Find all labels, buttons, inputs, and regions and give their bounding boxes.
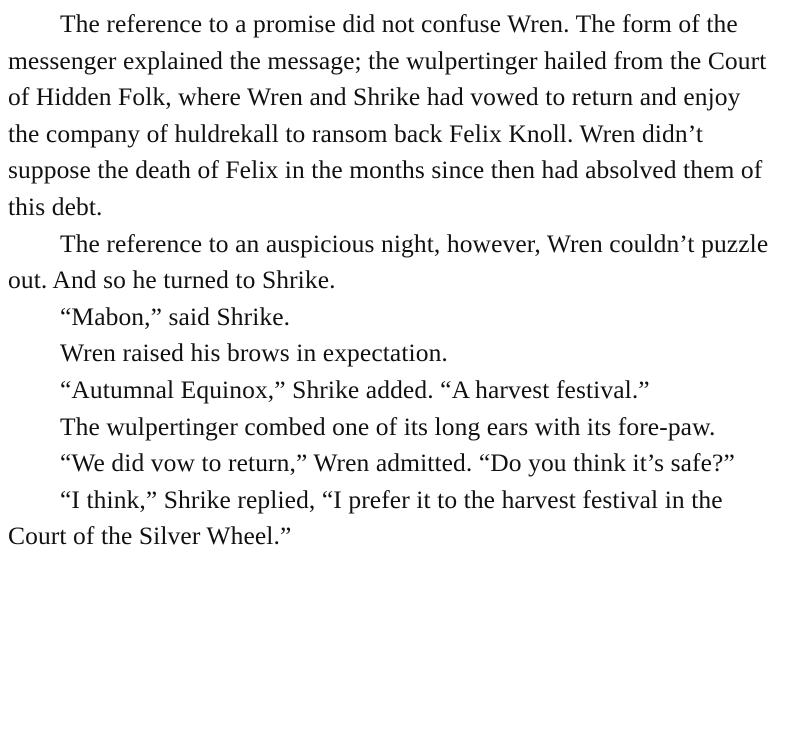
paragraph: Wren raised his brows in expectation. [60, 338, 448, 368]
paragraph: “I think,” Shrike replied, “I prefer it to the harvest festival in the Court of the Silver Wheel.” [8, 484, 723, 551]
page-body-text [8, 6, 778, 555]
paragraph: The reference to a promise did not confuse Wren. The form of the messenger explained the message; the wulpertinger hailed from the Court of Hidden Folk, where Wren and Shrike had vowed to return and enjoy the company of huldrekall to ransom back Felix Knoll. Wren didn’t suppose the death of Felix in the months since then had absolved them of this debt. [8, 9, 767, 221]
paragraph: “Autumnal Equinox,” Shrike added. “A harvest festival.” [60, 374, 650, 404]
paragraph: The reference to an auspicious night, however, Wren couldn’t puzzle out. And so he turned to Shrike. [8, 228, 769, 295]
paragraph: “We did vow to return,” Wren admitted. “Do you think it’s safe?” [60, 448, 735, 478]
paragraph: “Mabon,” said Shrike. [60, 301, 291, 331]
paragraph: The wulpertinger combed one of its long ears with its fore-paw. [60, 411, 716, 441]
